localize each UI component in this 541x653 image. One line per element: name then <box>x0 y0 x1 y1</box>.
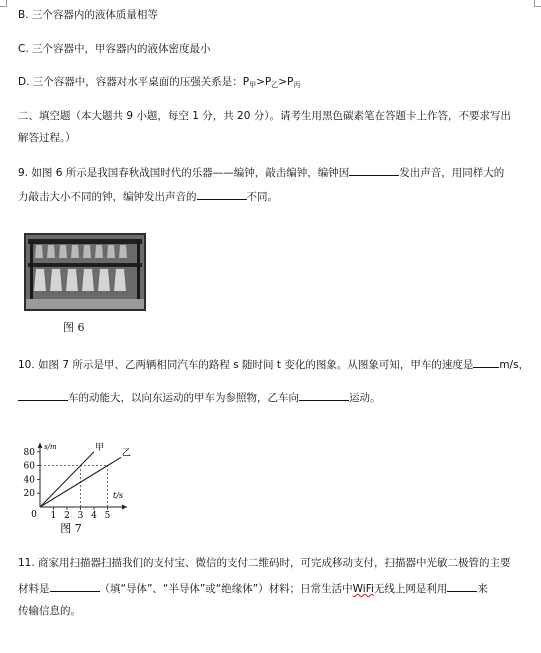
q10-text-a: 10. 如图 7 所示是甲、乙两辆相同汽车的路程 s 随时间 t 变化的图象。从图象可知，甲车的速度是 <box>18 359 474 371</box>
q11-line3: 传输信息的。 <box>18 605 81 617</box>
subscript-yi: 乙 <box>271 81 279 89</box>
q9-text-a: 9. 如图 6 所示是我国春秋战国时代的乐器——编钟，敲击编钟，编钟因 <box>18 167 350 179</box>
q11-text-b: （填“导体”、“半导体”或“绝缘体”）材料；日常生活中 <box>99 583 353 595</box>
y-tick-label: 80 <box>23 447 35 458</box>
q11-line1: 11. 商家用扫描器扫描我们的支付宝、微信的支付二维码时，可完成移动支付，扫描器中光敏二极管的主要 <box>18 557 511 569</box>
x-tick-label: 3 <box>77 511 84 521</box>
graph-ticks <box>24 448 111 521</box>
y-axis-label: s/m <box>44 442 57 451</box>
bianzhong-photo <box>24 233 146 311</box>
y-axis-arrow <box>38 443 43 448</box>
q10-line2 <box>18 390 381 405</box>
subscript-jia: 甲 <box>249 81 257 89</box>
section-heading-cont: 解答过程。） <box>18 132 76 144</box>
q11-text-c: 无线上网是利用 <box>373 583 448 595</box>
section-heading: 二、填空题（本大题共 9 小题，每空 1 分，共 20 分）。请考生用黑色碳素笔在答题卡上作答，不要求写出 <box>18 110 511 122</box>
option-d-gt1: >P <box>256 76 272 88</box>
q10-line1 <box>18 357 529 372</box>
x-tick-label: 2 <box>64 511 70 521</box>
q10-text-b: m/s， <box>499 359 530 371</box>
q9-text-c: 力敲击大小不同的钟，编钟发出声音的 <box>18 191 197 203</box>
q10-blank-1[interactable] <box>473 357 499 368</box>
q11-blank-2[interactable] <box>447 581 477 592</box>
page-corner-mark-left <box>0 0 7 7</box>
q10-blank-2[interactable] <box>18 390 68 401</box>
q9-text-b: 发出声音，用同样大的 <box>399 167 505 179</box>
figure-7-graph <box>20 432 155 537</box>
q11-blank-1[interactable] <box>50 581 100 592</box>
wifi-text: WiFi <box>352 583 374 595</box>
q10-text-c: 车的动能大，以向东运动的甲车为参照物，乙车向 <box>68 392 299 404</box>
option-b: B. 三个容器内的液体质量相等 <box>18 9 158 21</box>
q11-text-d: 来 <box>477 583 488 595</box>
option-d-gt2: >P <box>278 76 294 88</box>
q9-text-d: 不同。 <box>246 191 278 203</box>
series-label-2: 乙 <box>122 448 132 459</box>
q11-text-a: 材料是 <box>18 583 50 595</box>
x-tick-label: 1 <box>50 511 57 521</box>
y-tick-label: 60 <box>23 461 35 472</box>
option-d-text: D. 三个容器中，容器对水平桌面的压强关系是：P <box>18 76 250 88</box>
y-tick-label: 20 <box>23 489 35 500</box>
series-label-1: 甲 <box>95 442 105 453</box>
origin-label: 0 <box>31 510 37 520</box>
x-axis-label: t/s <box>113 491 124 500</box>
page-corner-mark-right <box>534 0 541 7</box>
q9-blank-1[interactable] <box>349 165 399 176</box>
option-d <box>18 75 300 92</box>
q9-blank-2[interactable] <box>197 189 247 200</box>
q10-blank-3[interactable] <box>299 390 349 401</box>
x-tick-label: 5 <box>104 511 111 521</box>
figure-6-caption: 图 6 <box>63 321 85 334</box>
q9-line2 <box>18 189 278 204</box>
y-tick-label: 40 <box>23 475 35 486</box>
figure-7-caption: 图 7 <box>60 522 82 535</box>
x-tick-label: 4 <box>91 511 97 521</box>
q10-text-d: 运动。 <box>349 392 381 404</box>
q11-line2 <box>18 581 488 596</box>
option-c: C. 三个容器中，甲容器内的液体密度最小 <box>18 43 211 55</box>
q9-line1 <box>18 165 504 180</box>
x-axis-arrow <box>122 505 127 510</box>
series-line-2 <box>40 457 124 507</box>
subscript-bing: 丙 <box>293 81 301 89</box>
